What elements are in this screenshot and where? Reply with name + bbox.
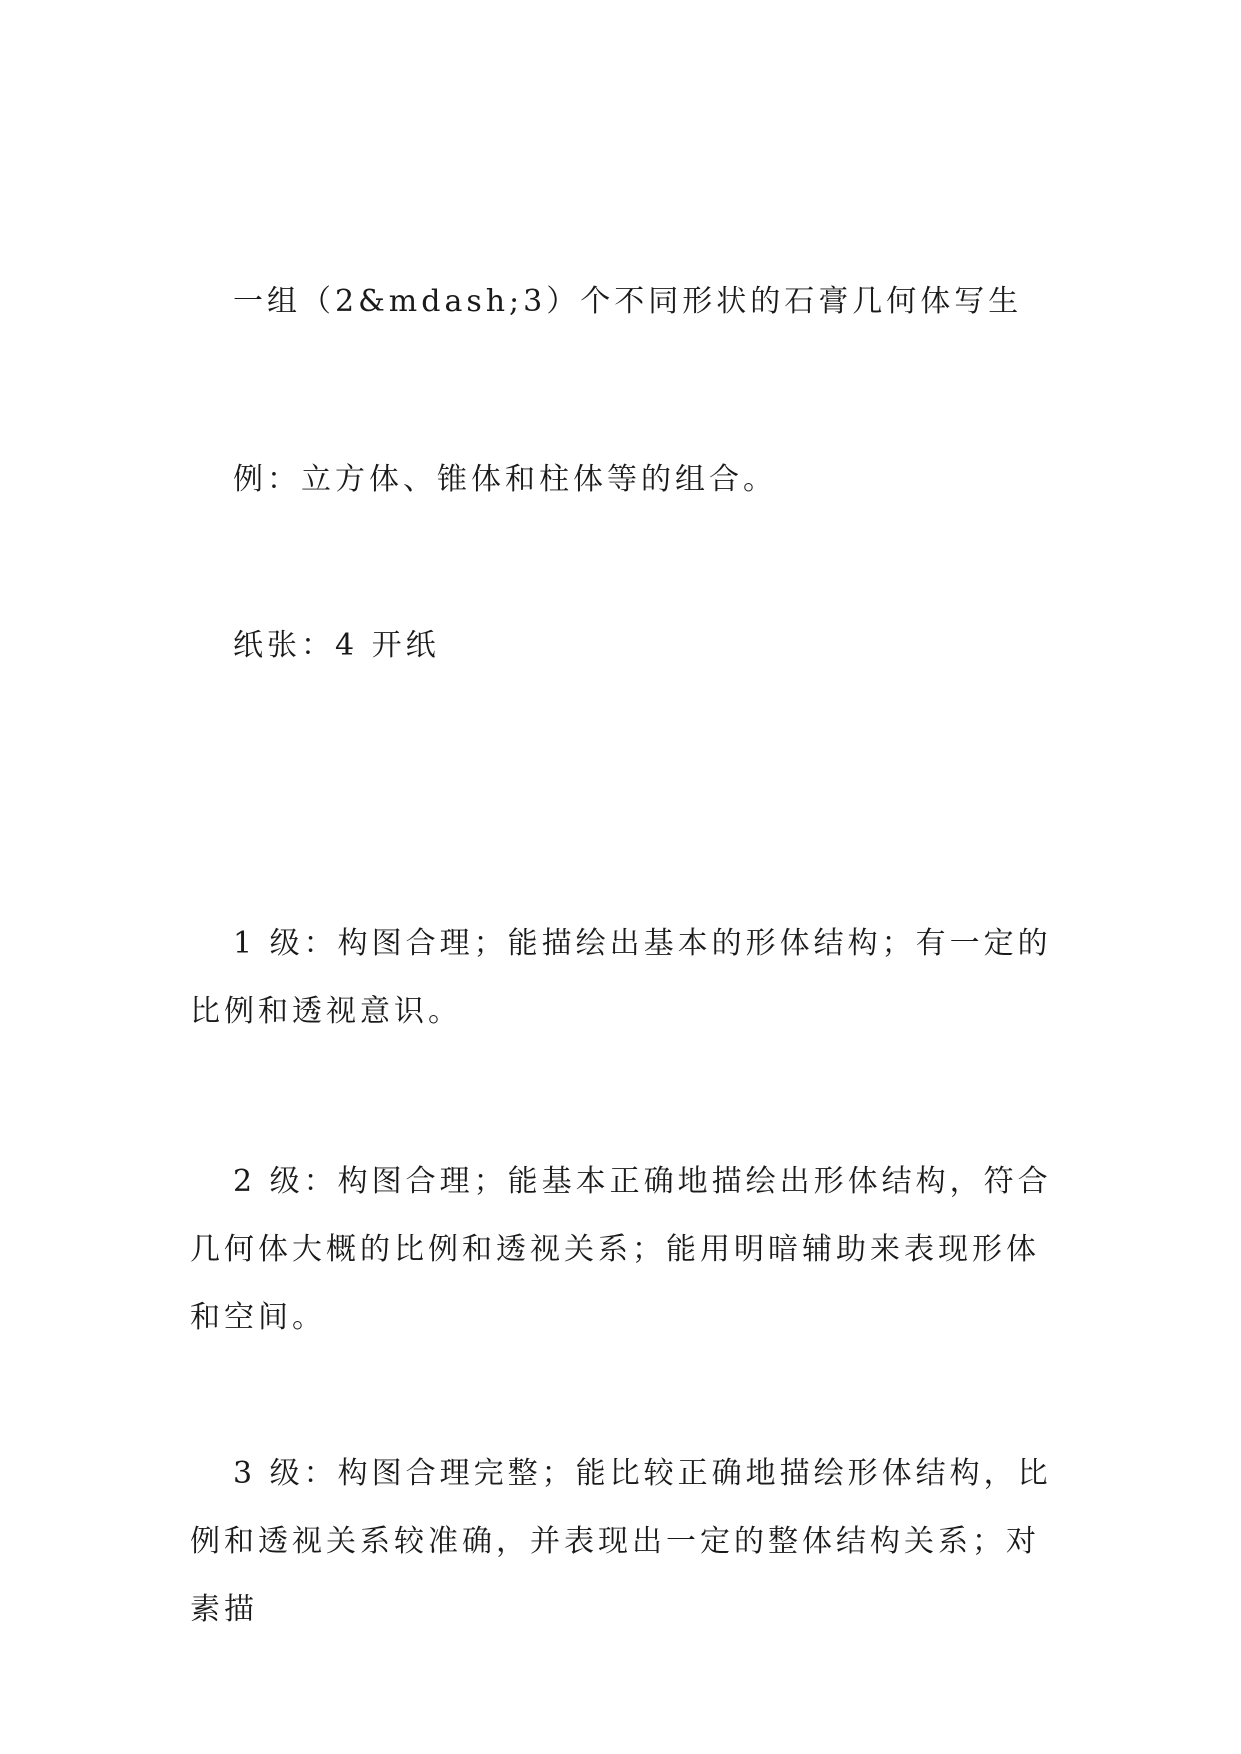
paragraph-task: 一组（2&mdash;3）个不同形状的石膏几何体写生	[233, 284, 1023, 319]
paragraph-paper: 纸张：4 开纸	[233, 628, 440, 663]
paragraph-level-2: 2 级：构图合理；能基本正确地描绘出形体结构，符合几何体大概的比例和透视关系；能用明暗辅助来表现形体和空间。	[190, 1164, 1052, 1335]
paragraph-example: 例：立方体、锥体和柱体等的组合。	[233, 462, 777, 497]
paragraph-level-1: 1 级：构图合理；能描绘出基本的形体结构；有一定的比例和透视意识。	[190, 926, 1052, 1029]
paragraph-level-3: 3 级：构图合理完整；能比较正确地描绘形体结构，比例和透视关系较准确，并表现出一定的整体结构关系；对素描	[190, 1456, 1052, 1627]
